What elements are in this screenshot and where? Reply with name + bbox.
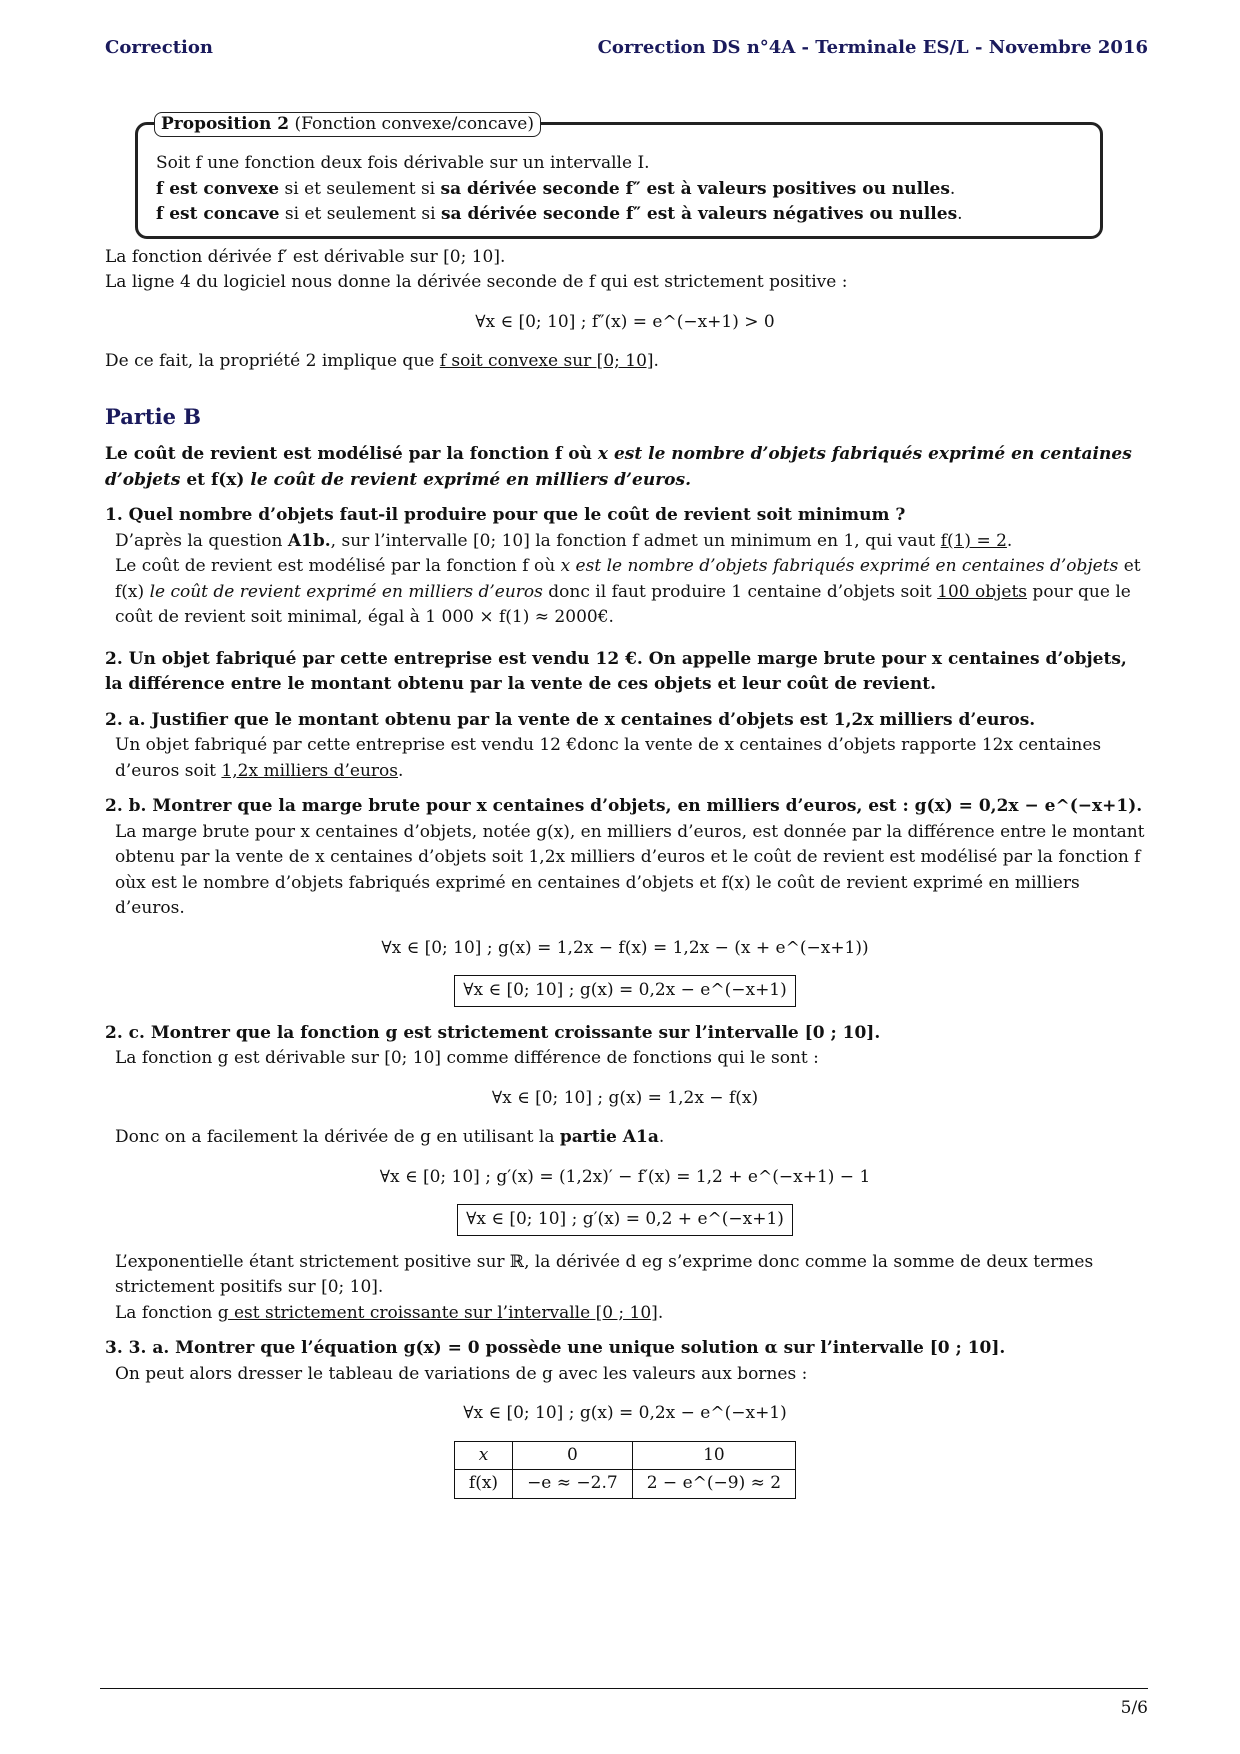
answer-2a: Un objet fabriqué par cette entreprise est vendu 12 €donc la vente de x centaines d’objets rapporte 12x centaines d’euros soit 1,2x milliers d’euros.	[115, 735, 1102, 781]
equation-gprime-boxed: ∀x ∈ [0; 10] ; g′(x) = 0,2 + e^(−x+1)	[457, 1204, 793, 1236]
footer-rule	[100, 1688, 1148, 1689]
question-2b: 2. b. Montrer que la marge brute pour x centaines d’objets, en milliers d’euros, est : g(x) = 0,2x − e^(−x+1).	[105, 796, 1143, 816]
proposition-line1: Soit f une fonction deux fois dérivable sur un intervalle I.	[156, 153, 650, 173]
table-cell: 2 − e^(−9) ≈ 2	[632, 1470, 795, 1499]
question-2: 2. Un objet fabriqué par cette entreprise est vendu 12 €. On appelle marge brute pour x centaines d’objets, la différence entre le montant obtenu par la vente de ces objets et leur coût de revient.	[105, 648, 1127, 694]
question-3a: 3. 3. a. Montrer que l’équation g(x) = 0 possède une unique solution α sur l’intervalle [0 ; 10].	[105, 1338, 1006, 1358]
page-number: 5/6	[1120, 1698, 1148, 1718]
partA-conclusion: De ce fait, la propriété 2 implique que f soit convexe sur [0; 10].	[105, 351, 659, 371]
table-cell: 10	[632, 1441, 795, 1470]
table-cell: 0	[513, 1441, 633, 1470]
answer-2c-3: L’exponentielle étant strictement positive sur ℝ, la dérivée d eg s’exprime donc comme la somme de deux termes strictement positifs sur [0; 10].	[115, 1251, 1094, 1297]
table-cell: x	[454, 1441, 512, 1470]
proposition-line2: f est convexe si et seulement si sa dérivée seconde f″ est à valeurs positives ou nulles.	[156, 178, 956, 199]
equation-g-def: ∀x ∈ [0; 10] ; g(x) = 1,2x − f(x) = 1,2x − (x + e^(−x+1))	[381, 937, 869, 958]
table-row	[454, 1470, 795, 1499]
answer-3a: On peut alors dresser le tableau de variations de g avec les valeurs aux bornes :	[115, 1363, 808, 1384]
question-2a: 2. a. Justifier que le montant obtenu par la vente de x centaines d’objets est 1,2x milliers d’euros.	[105, 709, 1036, 730]
question-1: 1. Quel nombre d’objets faut-il produire pour que le coût de revient soit minimum ?	[105, 505, 906, 525]
equation-second-derivative: ∀x ∈ [0; 10] ; f″(x) = e^(−x+1) > 0	[475, 311, 775, 332]
header-left: Correction	[105, 37, 213, 58]
answer-2c-1: La fonction g est dérivable sur [0; 10] comme différence de fonctions qui le sont :	[115, 1048, 819, 1068]
header-right: Correction DS n°4A - Terminale ES/L - Novembre 2016	[597, 37, 1148, 58]
equation-g-3a: ∀x ∈ [0; 10] ; g(x) = 0,2x − e^(−x+1)	[463, 1403, 787, 1423]
answer-2c-2: Donc on a facilement la dérivée de g en utilisant la partie A1a.	[115, 1127, 665, 1147]
equation-gprime-boxed-wrap	[105, 1204, 1145, 1236]
variation-table	[454, 1441, 796, 1499]
table-cell: f(x)	[454, 1470, 512, 1499]
answer-1b: Le coût de revient est modélisé par la fonction f où x est le nombre d’objets fabriqués exprimé en centaines d’objets et f(x) le coût de revient exprimé en milliers d’euros donc il faut produire 1 centaine d’objets soit 100 objets pour que le coût de revient soit minimal, égal à 1 000 × f(1) ≈ 2000€.	[115, 556, 1141, 627]
equation-g-diff: ∀x ∈ [0; 10] ; g(x) = 1,2x − f(x)	[491, 1087, 759, 1108]
table-cell: −e ≈ −2.7	[513, 1470, 633, 1499]
partA-p2: La ligne 4 du logiciel nous donne la dérivée seconde de f qui est strictement positive :	[105, 272, 848, 292]
partB-intro: Le coût de revient est modélisé par la fonction f où x est le nombre d’objets fabriqués exprimé en centaines d’objets et f(x) le coût de revient exprimé en milliers d’euros.	[105, 444, 1132, 490]
proposition-label: Proposition 2 (Fonction convexe/concave)	[154, 112, 541, 137]
answer-2b: La marge brute pour x centaines d’objets, notée g(x), en milliers d’euros, est donnée par la différence entre le montant obtenu par la vente de x centaines d’objets soit 1,2x milliers d’euros et le coût de revient est modélisé par la fonction f oùx est le nombre d’objets fabriqués exprimé en centaines d’objets et f(x) le coût de revient exprimé en milliers d’euros.	[115, 821, 1145, 918]
answer-1a: D’après la question A1b., sur l’intervalle [0; 10] la fonction f admet un minimum en 1, qui vaut f(1) = 2.	[115, 530, 1013, 551]
equation-gprime: ∀x ∈ [0; 10] ; g′(x) = (1,2x)′ − f′(x) = 1,2 + e^(−x+1) − 1	[379, 1166, 871, 1187]
partB-title: Partie B	[105, 403, 201, 429]
question-2c: 2. c. Montrer que la fonction g est strictement croissante sur l’intervalle [0 ; 10].	[105, 1022, 881, 1043]
content	[105, 112, 1145, 1499]
answer-2c-4: La fonction g est strictement croissante sur l’intervalle [0 ; 10].	[115, 1302, 664, 1323]
equation-g-boxed-wrap	[105, 975, 1145, 1007]
partA-p1: La fonction dérivée f′ est dérivable sur [0; 10].	[105, 246, 506, 267]
equation-g-boxed: ∀x ∈ [0; 10] ; g(x) = 0,2x − e^(−x+1)	[454, 975, 796, 1007]
proposition-line3: f est concave si et seulement si sa dérivée seconde f″ est à valeurs négatives ou nulles.	[156, 204, 963, 224]
proposition-box	[135, 114, 1103, 239]
table-row	[454, 1441, 795, 1470]
